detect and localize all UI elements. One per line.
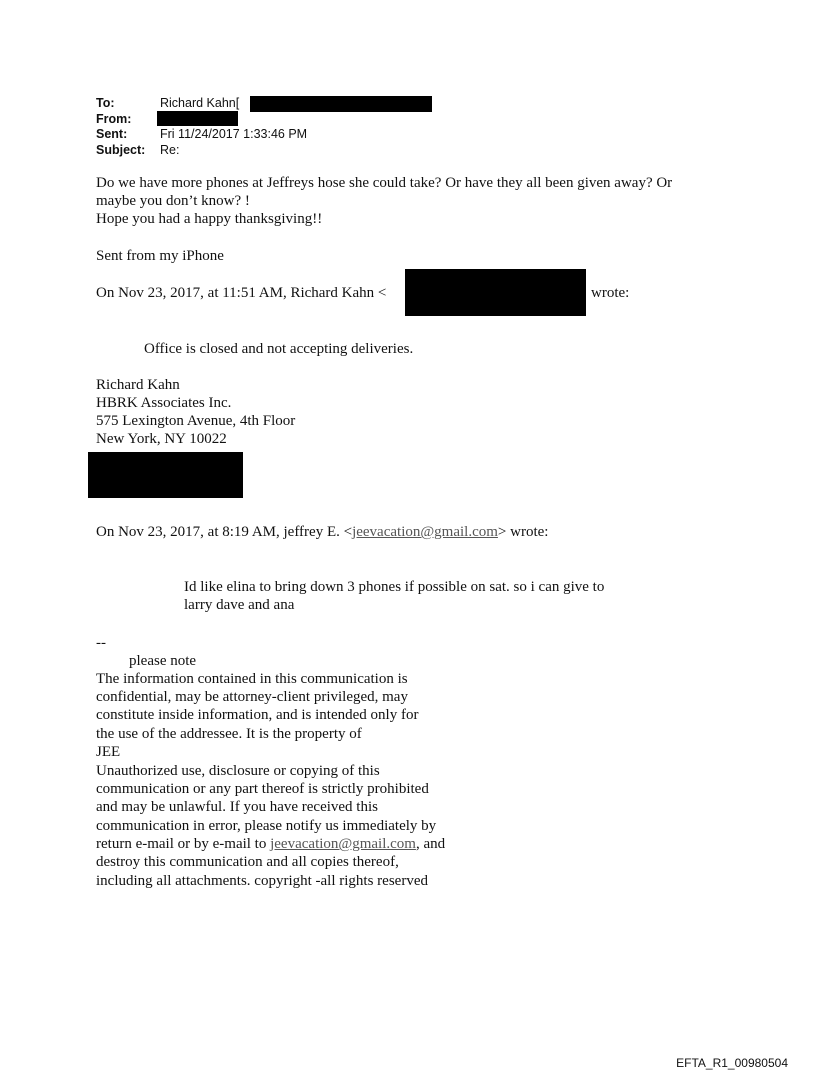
sig-city: New York, NY 10022 bbox=[96, 431, 227, 447]
quote1-wrote: wrote: bbox=[591, 285, 630, 301]
body-line-2: maybe you don’t know? ! bbox=[96, 193, 250, 209]
body-line-3: Hope you had a happy thanksgiving!! bbox=[96, 211, 323, 227]
disclaimer-email-pre: return e-mail or by e-mail to bbox=[96, 836, 271, 852]
to-value: Richard Kahn[ bbox=[160, 96, 240, 110]
subject-value: Re: bbox=[160, 142, 180, 157]
disclaimer-line: The information contained in this communication is bbox=[96, 671, 408, 687]
quote2-attribution bbox=[96, 523, 548, 541]
redaction-from bbox=[157, 111, 238, 126]
sent-label: Sent: bbox=[96, 127, 128, 141]
sent-value: Fri 11/24/2017 1:33:46 PM bbox=[160, 127, 308, 141]
disclaimer-note: please note bbox=[129, 653, 197, 669]
redaction-kahn-email bbox=[405, 269, 586, 316]
disclaimer-line: including all attachments. copyright -all rights reserved bbox=[96, 873, 428, 889]
redaction-phone bbox=[88, 452, 243, 498]
sig-company: HBRK Associates Inc. bbox=[96, 395, 232, 411]
disclaimer-line: confidential, may be attorney-client privileged, may bbox=[96, 689, 408, 705]
disclaimer-line: communication or any part thereof is strictly prohibited bbox=[96, 781, 429, 797]
body-line-1: Do we have more phones at Jeffreys hose she could take? Or have they all been given away? Or bbox=[96, 175, 673, 191]
redaction-to-email bbox=[250, 96, 432, 112]
disclaimer-line: and may be unlawful. If you have received this bbox=[96, 799, 378, 815]
disclaimer-line: destroy this communication and all copies thereof, bbox=[96, 854, 399, 870]
quote2-pre: On Nov 23, 2017, at 8:19 AM, jeffrey E. < bbox=[96, 524, 353, 540]
disclaimer-line: the use of the addressee. It is the property of bbox=[96, 726, 362, 742]
to-label: To: bbox=[96, 96, 115, 110]
disclaimer-dash: -- bbox=[96, 635, 106, 651]
disclaimer-email-line bbox=[96, 835, 445, 853]
disclaimer-email-post: , and bbox=[415, 836, 446, 852]
quote2-post: > wrote: bbox=[497, 524, 549, 540]
disclaimer-line: JEE bbox=[96, 744, 121, 760]
disclaimer-email-link[interactable]: jeevacation@gmail.com bbox=[270, 836, 416, 852]
disclaimer-line: communication in error, please notify us immediately by bbox=[96, 818, 437, 834]
signoff: Sent from my iPhone bbox=[96, 248, 224, 264]
quote2-line-2: larry dave and ana bbox=[184, 597, 295, 613]
sig-address: 575 Lexington Avenue, 4th Floor bbox=[96, 413, 296, 429]
quote2-line-1: Id like elina to bring down 3 phones if possible on sat. so i can give to bbox=[184, 579, 605, 595]
disclaimer-line: Unauthorized use, disclosure or copying of this bbox=[96, 763, 380, 779]
disclaimer-line: constitute inside information, and is intended only for bbox=[96, 707, 419, 723]
quote2-email-link[interactable]: jeevacation@gmail.com bbox=[352, 524, 498, 540]
document-id: EFTA_R1_00980504 bbox=[676, 1056, 788, 1070]
quote1-text: Office is closed and not accepting deliveries. bbox=[144, 341, 414, 357]
quote1-attribution: On Nov 23, 2017, at 11:51 AM, Richard Kahn < bbox=[96, 285, 387, 301]
subject-label: Subject: bbox=[96, 142, 146, 157]
from-label: From: bbox=[96, 111, 132, 126]
sig-name: Richard Kahn bbox=[96, 377, 180, 393]
